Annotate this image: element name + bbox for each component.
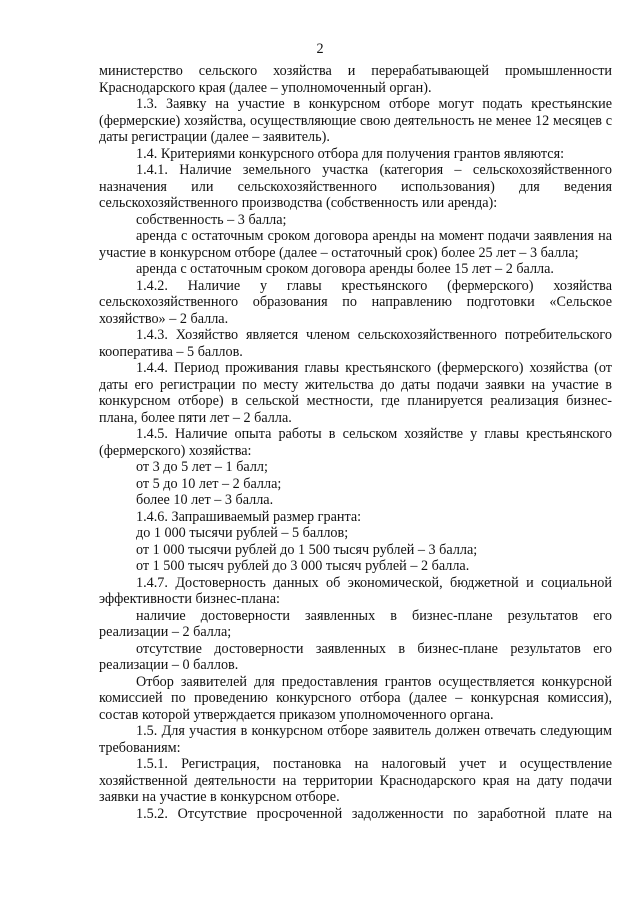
- paragraph-ministry: министерство сельского хозяйства и перерабатывающей промышленности Краснодарского края (далее – уполномоченный орган).: [99, 63, 612, 96]
- list-item-reliability-no: отсутствие достоверности заявленных в бизнес-плане результатов его реализации – 0 баллов.: [99, 640, 612, 673]
- list-item-experience-5-10: от 5 до 10 лет – 2 балла;: [136, 475, 282, 492]
- paragraph-1-4-3: 1.4.3. Хозяйство является членом сельскохозяйственного потребительского кооператива – 5 баллов.: [99, 327, 612, 360]
- list-item-lease-25: аренда с остаточным сроком договора аренды на момент подачи заявления на участие в конкурсном отборе (далее – остаточный срок) более 25 лет – 3 балла;: [99, 228, 612, 261]
- list-item-experience-10: более 10 лет – 3 балла.: [136, 492, 274, 508]
- paragraph-1-3: 1.3. Заявку на участие в конкурсном отборе могут подать крестьянские (фермерские) хозяйства, осуществляющие свою деятельность не менее 12 месяцев с даты регистрации (далее – заявитель).: [99, 96, 612, 145]
- list-item-grant-1500-3000: от 1 500 тысяч рублей до 3 000 тысяч рублей – 2 балла.: [136, 558, 470, 574]
- paragraph-1-4-6: 1.4.6. Запрашиваемый размер гранта:: [136, 508, 362, 525]
- paragraph-1-5: 1.5. Для участия в конкурсном отборе заявитель должен отвечать следующим требованиям:: [99, 723, 612, 756]
- paragraph-1-4-1: 1.4.1. Наличие земельного участка (категория – сельскохозяйственного назначения или сельскохозяйственного использования) для ведения сельскохозяйственного производства (собственность или аренда):: [99, 162, 612, 211]
- paragraph-1-4-2: 1.4.2. Наличие у главы крестьянского (фермерского) хозяйства сельскохозяйственного образования по направлению подготовки «Сельское хозяйство» – 2 балла.: [99, 277, 612, 327]
- paragraph-1-4: 1.4. Критериями конкурсного отбора для получения грантов являются:: [136, 145, 565, 162]
- paragraph-1-5-1: 1.5.1. Регистрация, постановка на налоговый учет и осуществление хозяйственной деятельности на территории Краснодарского края на дату подачи заявки на участие в конкурсном отборе.: [99, 756, 612, 805]
- paragraph-1-5-2: 1.5.2. Отсутствие просроченной задолженности по заработной плате на: [136, 805, 612, 822]
- list-item-grant-1000: до 1 000 тысячи рублей – 5 баллов;: [136, 525, 349, 541]
- list-item-lease-15: аренда с остаточным сроком договора аренды более 15 лет – 2 балла.: [136, 261, 554, 277]
- list-item-ownership: собственность – 3 балла;: [136, 211, 287, 228]
- paragraph-1-4-5: 1.4.5. Наличие опыта работы в сельском хозяйстве у главы крестьянского (фермерского) хозяйства:: [99, 426, 612, 459]
- paragraph-1-4-4: 1.4.4. Период проживания главы крестьянского (фермерского) хозяйства (от даты его регистрации по месту жительства до даты подачи заявки на участие в конкурсном отборе) в сельской местности, где планируется реализация бизнес-плана, более пяти лет – 2 балла.: [99, 360, 612, 426]
- paragraph-selection-commission: Отбор заявителей для предоставления грантов осуществляется конкурсной комиссией по проведению конкурсного отбора (далее – конкурсная комиссия), состав которой утверждается приказом уполномоченного органа.: [99, 673, 612, 723]
- paragraph-1-4-7: 1.4.7. Достоверность данных об экономической, бюджетной и социальной эффективности бизнес-плана:: [99, 574, 612, 607]
- list-item-reliability-yes: наличие достоверности заявленных в бизнес-плане результатов его реализации – 2 балла;: [99, 607, 612, 640]
- page-number: 2: [316, 41, 324, 57]
- document-body: [99, 63, 612, 822]
- list-item-grant-1000-1500: от 1 000 тысячи рублей до 1 500 тысяч рублей – 3 балла;: [136, 541, 478, 558]
- list-item-experience-3-5: от 3 до 5 лет – 1 балл;: [136, 459, 268, 475]
